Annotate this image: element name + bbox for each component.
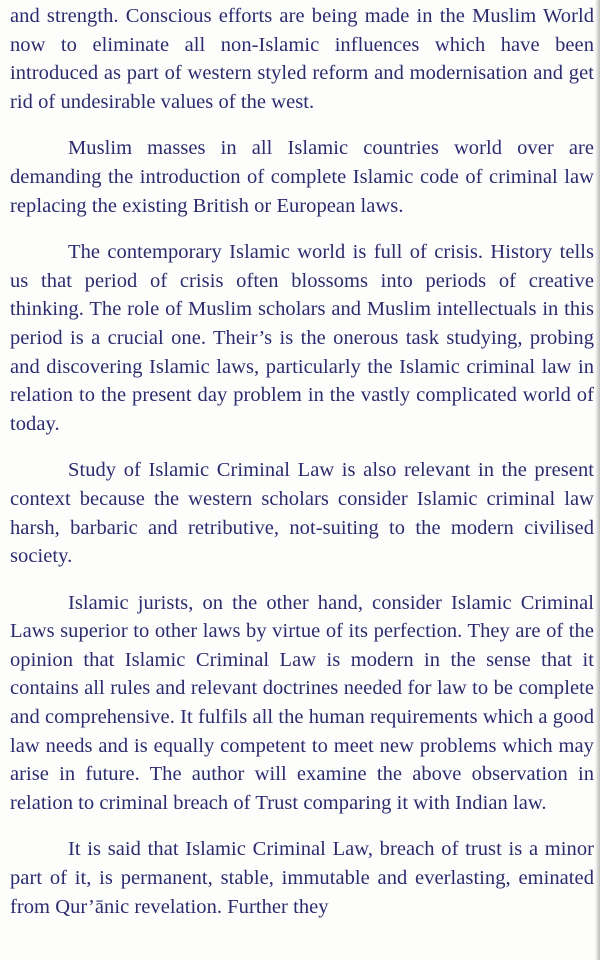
paragraph-study-relevance: Study of Islamic Criminal Law is also relevant in the present context because the western scholars consider Islamic criminal law harsh, barbaric and retributive, not-suiting to the modern civilised society. xyxy=(10,459,594,568)
paragraph-islamic-jurists: Islamic jurists, on the other hand, consider Islamic Criminal Laws superior to other laws by virtue of its perfection. They are of the opinion that Islamic Criminal Law is modern in the sense that it contains all rules and relevant doctrines needed for law to be complete and comprehensive. It fulfils all the human requirements which a good law needs and is equally competent to meet new problems which may arise in future. The author will examine the above observation in relation to criminal breach of Trust comparing it with Indian law. xyxy=(10,591,594,814)
page-edge-shadow xyxy=(595,0,600,960)
paragraph-muslim-masses: Muslim masses in all Islamic countries world over are demanding the introduction of complete Islamic code of criminal law replacing the existing British or European laws. xyxy=(10,137,594,217)
paragraph-continuation: and strength. Conscious efforts are being made in the Muslim World now to eliminate all non-Islamic influences which have been introduced as part of western styled reform and modernisation and get rid of undesirable values of the west. xyxy=(10,5,594,113)
paragraph-contemporary-crisis: The contemporary Islamic world is full of crisis. History tells us that period of crisis often blossoms into periods of creative thinking. The role of Muslim scholars and Muslim intellectuals in this period is a crucial one. Their’s is the onerous task studying, probing and discovering Islamic laws, particularly the Islamic criminal law in relation to the present day problem in the vastly complicated world of today. xyxy=(10,241,594,435)
paragraph-permanent-law: It is said that Islamic Criminal Law, breach of trust is a minor part of it, is permanent, stable, immutable and everlasting, eminated from Qur’ānic revelation. Further they xyxy=(10,838,594,918)
